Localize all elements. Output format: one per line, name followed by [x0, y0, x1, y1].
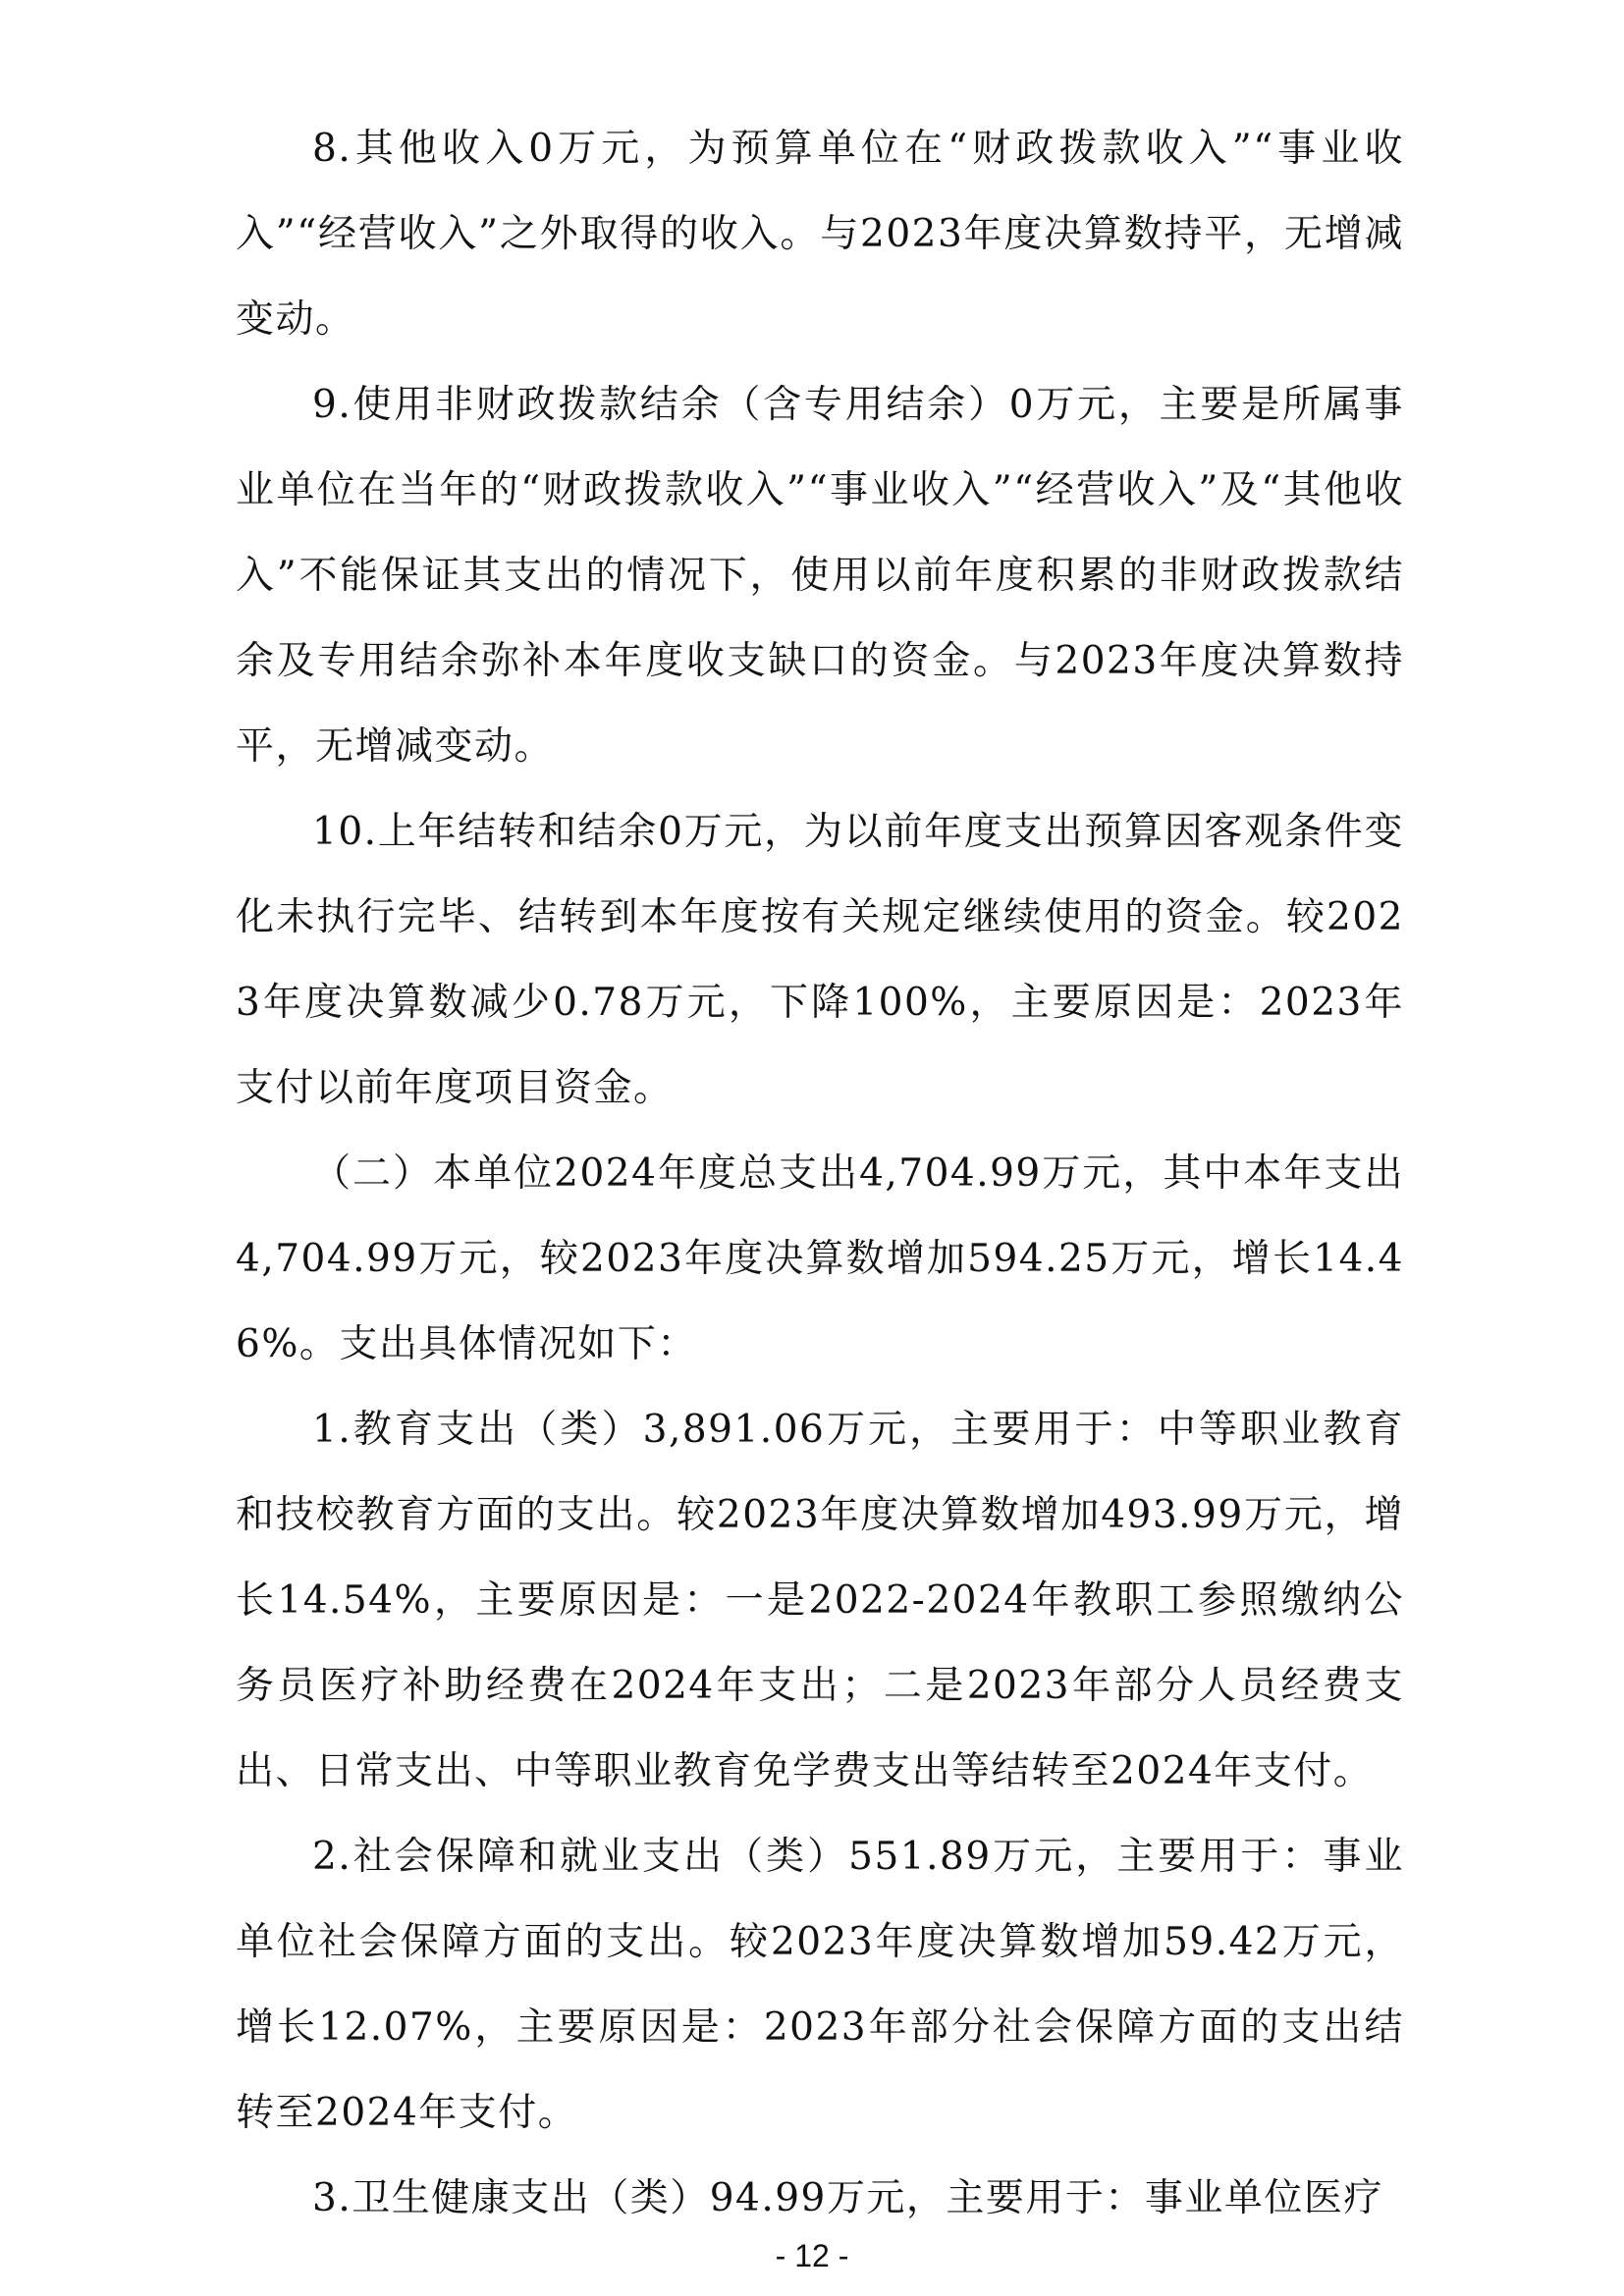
paragraph-non-fiscal-balance: 9.使用非财政拨款结余（含专用结余）0万元，主要是所属事业单位在当年的“财政拨款收入”“事业收入”“经营收入”及“其他收入”不能保证其支出的情况下，使用以前年度积累的非财政拨款结余及专用结余弥补本年度收支缺口的资金。与2023年度决算数持平，无增减变动。 [236, 383, 1404, 769]
page-number: - 12 - [775, 2238, 849, 2273]
paragraph-social-security-expenditure: 2.社会保障和就业支出（类）551.89万元，主要用于：事业单位社会保障方面的支出。较2023年度决算数增加59.42万元，增长12.07%，主要原因是：2023年部分社会保障方面的支出结转至2024年支付。 [236, 1835, 1404, 2135]
paragraph-other-income: 8.其他收入0万元，为预算单位在“财政拨款收入”“事业收入”“经营收入”之外取得的收入。与2023年度决算数持平，无增减变动。 [236, 127, 1404, 342]
paragraph-education-expenditure: 1.教育支出（类）3,891.06万元，主要用于：中等职业教育和技校教育方面的支出。较2023年度决算数增加493.99万元，增长14.54%，主要原因是：一是2022-2024年教职工参照缴纳公务员医疗补助经费在2024年支出；二是2023年部分人员经费支出、日常支出、中等职业教育免学费支出等结转至2024年支付。 [236, 1408, 1404, 1793]
paragraph-health-expenditure: 3.卫生健康支出（类）94.99万元，主要用于：事业单位医疗 [312, 2176, 1383, 2220]
body-text [236, 106, 1404, 2241]
paragraph-carryover: 10.上年结转和结余0万元，为以前年度支出预算因客观条件变化未执行完毕、结转到本年度按有关规定继续使用的资金。较2023年度决算数减少0.78万元，下降100%，主要原因是：2023年支付以前年度项目资金。 [236, 810, 1404, 1110]
paragraph-total-expenditure: （二）本单位2024年度总支出4,704.99万元，其中本年支出4,704.99万元，较2023年度决算数增加594.25万元，增长14.46%。支出具体情况如下： [236, 1151, 1404, 1366]
